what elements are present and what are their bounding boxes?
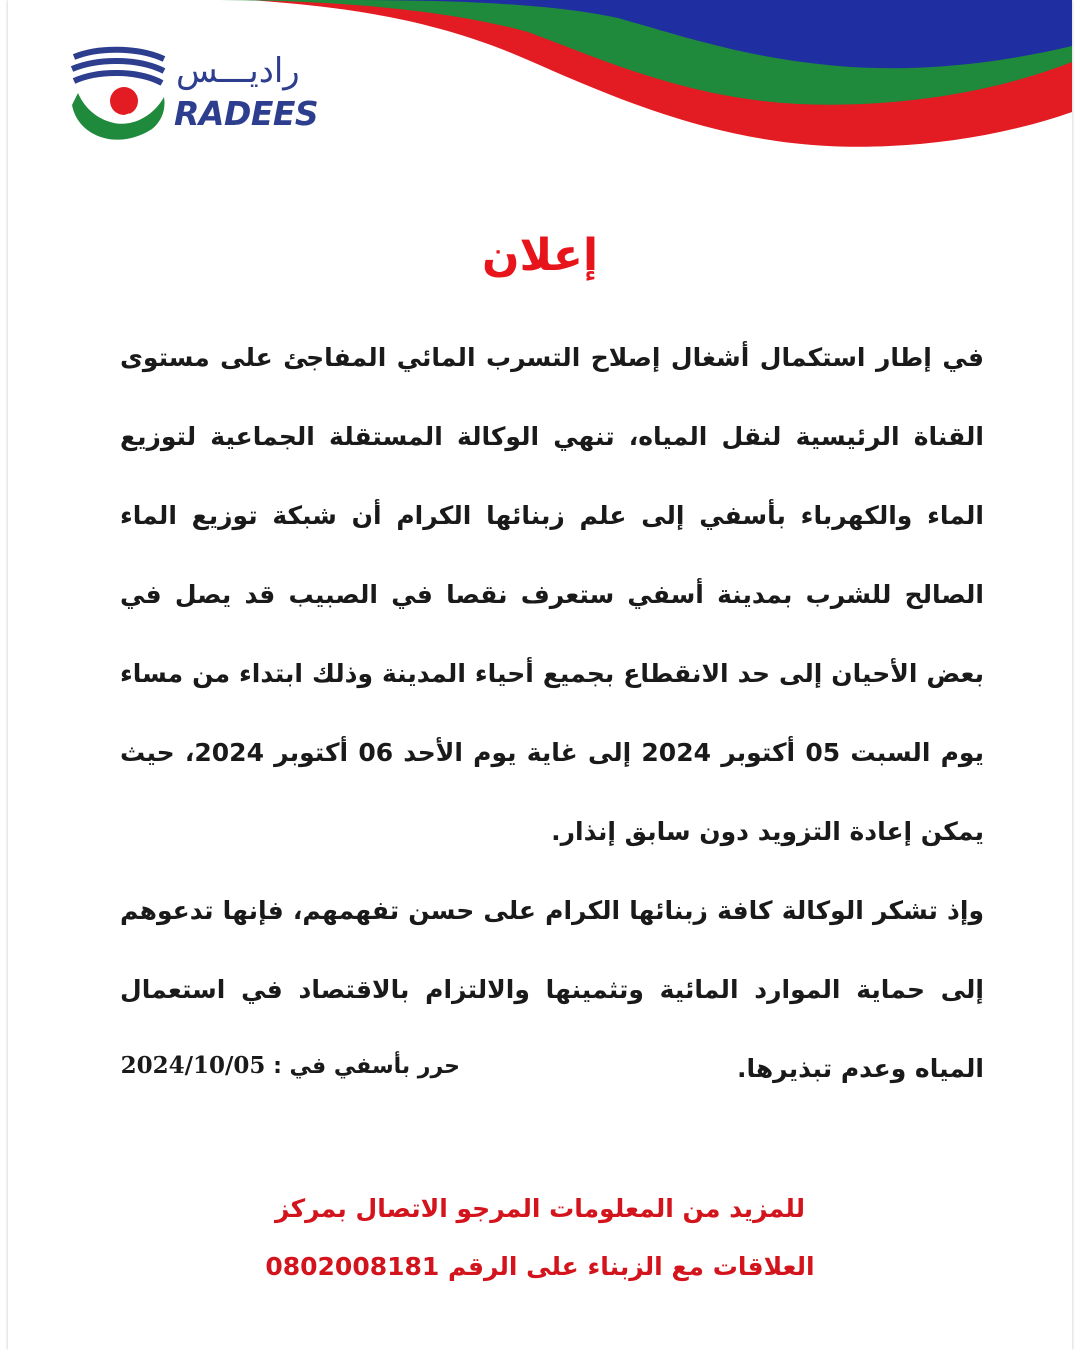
- contact-info: [8, 1180, 1072, 1296]
- radees-logo: [68, 45, 319, 150]
- notice-title: إعلان: [481, 230, 599, 281]
- signature-label: حرر بأسفي في :: [273, 1054, 460, 1079]
- notice-paragraph-1: في إطار استكمال أشغال إصلاح التسرب المائي المفاجئ على مستوى القناة الرئيسية لنقل المياه، تنهي الوكالة المستقلة الجماعية لتوزيع الماء والكهرباء بأسفي إلى علم زبنائها الكرام أن شبكة توزيع الماء الصالح للشرب بمدينة أسفي ستعرف نقصا في الصبيب قد يصل في بعض الأحيان إلى حد الانقطاع بجميع أحياء المدينة وذلك ابتداء من مساء يوم السبت 05 أكتوبر 2024 إلى غاية يوم الأحد 06 أكتوبر 2024، حيث يمكن إعادة التزويد دون سابق إنذار.: [120, 343, 984, 846]
- signature-line: [120, 1046, 460, 1087]
- notice-page: [8, 0, 1072, 1350]
- contact-line-2: العلاقات مع الزبناء على الرقم 0802008181: [265, 1252, 815, 1281]
- logo-latin-text: RADEES: [174, 94, 319, 133]
- notice-paragraph-2: وإذ تشكر الوكالة كافة زبنائها الكرام على حسن تفهمهم، فإنها تدعوهم إلى حماية الموارد المائية وتثمينها والالتزام بالاقتصاد في استعمال المياه وعدم تبذيرها.: [120, 896, 984, 1083]
- radees-logo-icon: [68, 45, 168, 145]
- signature-date: 2024/10/05: [120, 1052, 266, 1079]
- logo-arabic-text: راديـــس: [176, 51, 300, 91]
- contact-line-1: للمزيد من المعلومات المرجو الاتصال بمركز: [275, 1194, 805, 1223]
- notice-body: [120, 318, 984, 1108]
